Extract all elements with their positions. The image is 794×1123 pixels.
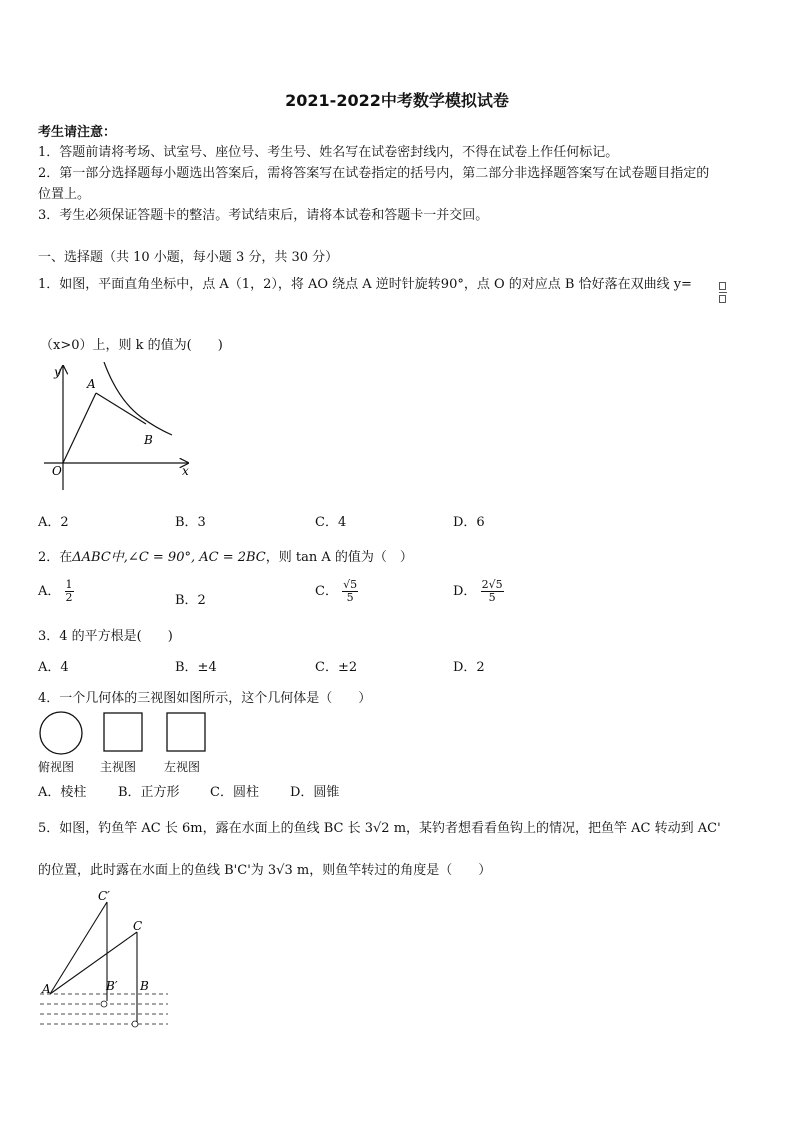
point-c-label: C — [133, 919, 143, 933]
rod-ac — [50, 932, 137, 994]
denominator: 5 — [488, 591, 496, 604]
q1-option-b[interactable]: B．3 — [175, 515, 206, 530]
notice-item-2: 2．第一部分选择题每小题选出答案后，需将答案写在试卷指定的括号内，第二部分非选择题答案写在试卷题目指定的 — [38, 166, 710, 181]
question-2-suffix: ，则 tan A 的值为（ ） — [265, 550, 413, 565]
question-2-math: ΔABC中,∠C = 90°, AC = 2BC — [72, 550, 266, 565]
point-c-prime-label: C′ — [98, 889, 110, 903]
front-view-label: 主视图 — [100, 760, 137, 774]
q2-option-a-fraction — [65, 579, 74, 604]
q2-option-a[interactable] — [38, 579, 74, 604]
page-title: 2021-2022中考数学模拟试卷 — [285, 91, 509, 110]
segment-ab — [96, 393, 146, 424]
numerator: √5 — [343, 578, 358, 591]
notice-item-1: 1．答题前请将考场、试室号、座位号、考生号、姓名写在试卷密封线内，不得在试卷上作任何标记。 — [38, 145, 619, 160]
question-2-text — [38, 546, 413, 565]
q3-option-c[interactable]: C．±2 — [315, 660, 358, 675]
top-view-circle — [40, 712, 82, 754]
x-axis-label: x — [182, 464, 189, 478]
front-view-square — [104, 713, 142, 751]
question-5-text: 5．如图，钓鱼竿 AC 长 6m，露在水面上的鱼线 BC 长 3√2 m，某钓者想看看鱼钩上的情况，把鱼竿 AC 转动到 AC' — [38, 821, 721, 836]
section-heading: 一、选择题（共 10 小题，每小题 3 分，共 30 分） — [38, 250, 339, 265]
point-a-label: A — [42, 982, 51, 996]
q2-option-d-label: D． — [453, 584, 477, 599]
question-5-figure — [38, 886, 174, 1034]
numerator: 2√5 — [481, 578, 503, 591]
side-view-square — [167, 713, 205, 751]
q3-option-b[interactable]: B．±4 — [175, 660, 217, 675]
q1-option-c[interactable]: C．4 — [315, 515, 347, 530]
q2-option-d[interactable] — [453, 579, 504, 604]
q2-option-c-fraction — [342, 579, 358, 604]
question-1-figure — [36, 362, 196, 494]
point-b-prime-label: B′ — [106, 979, 118, 993]
question-3-text: 3．4 的平方根是( ) — [38, 629, 173, 644]
hook-b — [132, 1021, 138, 1027]
question-2-prefix: 2．在 — [38, 550, 73, 565]
question-5-text-cont: 的位置，此时露在水面上的鱼线 B'C'为 3√3 m，则鱼竿转过的角度是（ ） — [38, 863, 492, 878]
notice-item-2-cont: 位置上。 — [38, 187, 91, 202]
q2-option-c[interactable] — [315, 579, 358, 604]
q2-option-a-label: A． — [38, 584, 61, 599]
denominator: 5 — [346, 591, 354, 604]
origin-label: O — [52, 464, 62, 478]
q4-option-a[interactable]: A．棱柱 — [38, 785, 87, 800]
q2-option-b[interactable]: B．2 — [175, 593, 206, 608]
fraction-placeholder — [719, 282, 727, 304]
q3-option-d[interactable]: D．2 — [453, 660, 485, 675]
hyperbola-curve — [104, 362, 172, 435]
q2-option-d-fraction — [481, 579, 504, 604]
segment-oa — [63, 393, 96, 463]
side-view-label: 左视图 — [164, 760, 201, 774]
notice-item-3: 3．考生必须保证答题卡的整洁。考试结束后，请将本试卷和答题卡一并交回。 — [38, 208, 489, 223]
y-axis-label: y — [54, 365, 61, 379]
point-b-label: B — [140, 979, 149, 993]
denominator: 2 — [65, 591, 73, 604]
numerator: 1 — [65, 578, 73, 591]
q4-option-d[interactable]: D．圆锥 — [290, 785, 340, 800]
q1-option-a[interactable]: A．2 — [38, 515, 69, 530]
point-a-label: A — [87, 377, 96, 391]
question-4-text: 4．一个几何体的三视图如图所示，这个几何体是（ ） — [38, 691, 372, 706]
q2-option-c-label: C． — [315, 584, 338, 599]
top-view-label: 俯视图 — [38, 760, 75, 774]
q4-option-c[interactable]: C．圆柱 — [210, 785, 259, 800]
hook-b-prime — [101, 1001, 107, 1007]
point-b-label: B — [144, 433, 153, 447]
q1-option-d[interactable]: D．6 — [453, 515, 485, 530]
question-1-text-cont: （x>0）上，则 k 的值为( ) — [40, 338, 223, 353]
q3-option-a[interactable]: A．4 — [38, 660, 69, 675]
rod-ac-prime — [50, 902, 107, 994]
water-lines — [40, 994, 168, 1024]
notice-heading: 考生请注意： — [38, 125, 117, 140]
three-views-figure — [38, 710, 210, 756]
q4-option-b[interactable]: B．正方形 — [118, 785, 180, 800]
question-1-text: 1．如图，平面直角坐标中，点 A（1，2），将 AO 绕点 A 逆时针旋转90°，点 O 的对应点 B 恰好落在双曲线 y= — [38, 277, 692, 292]
